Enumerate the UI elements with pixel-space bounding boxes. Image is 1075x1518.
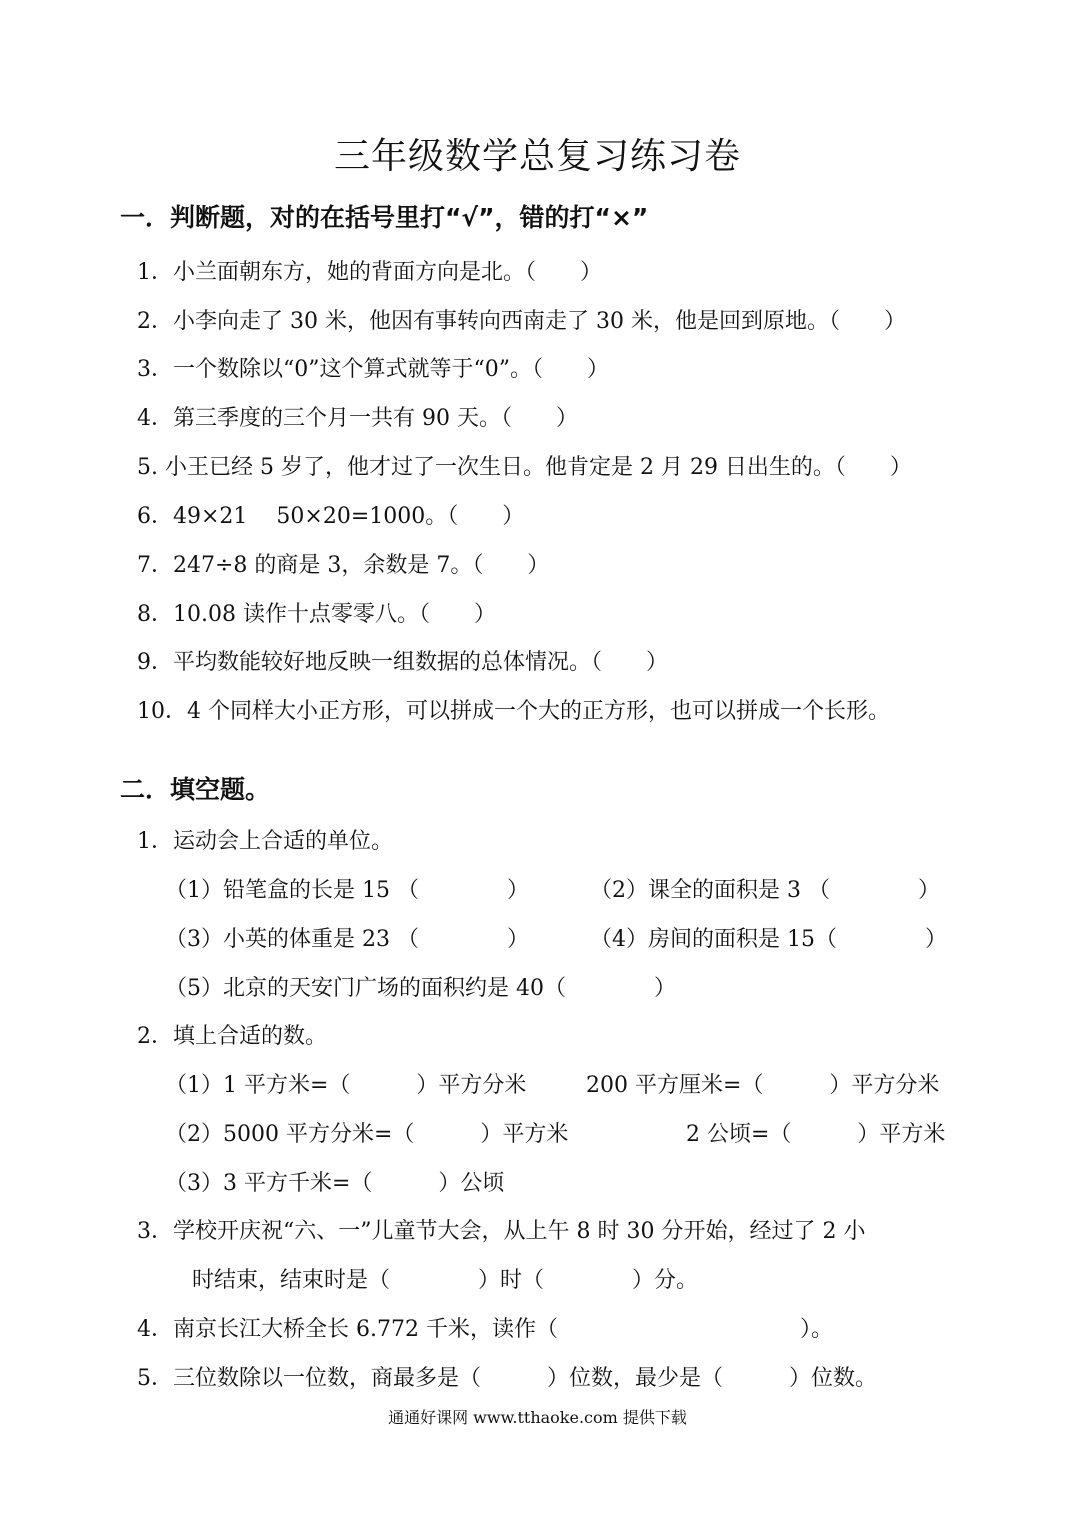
judge-item-8: 8．10.08 读作十点零零八。（ ） xyxy=(137,602,496,627)
fill-q1-part-5: （5）北京的天安门广场的面积约是 40（ ） xyxy=(165,976,676,1001)
judge-item-1: 1．小兰面朝东方，她的背面方向是北。（ ） xyxy=(137,260,602,285)
fill-q2-part-2a: （2）5000 平方分米=（ ）平方米 xyxy=(165,1122,569,1147)
judge-item-2: 2．小李向走了 30 米，他因有事转向西南走了 30 米，他是回到原地。（ ） xyxy=(137,309,906,334)
judge-item-3: 3．一个数除以“0”这个算式就等于“0”。（ ） xyxy=(137,357,609,382)
page-footer: 通通好课网 www.tthaoke.com 提供下载 xyxy=(388,1408,687,1427)
fill-question-2: 2．填上合适的数。 xyxy=(137,1024,327,1049)
fill-q2-part-1a: （1）1 平方米=（ ）平方分米 xyxy=(165,1073,527,1098)
page-title: 三年级数学总复习练习卷 xyxy=(333,136,741,177)
fill-q1-part-1: （1）铅笔盒的长是 15 （ ） xyxy=(165,878,529,903)
judge-item-7: 7．247÷8 的商是 3，余数是 7。（ ） xyxy=(137,553,550,578)
fill-question-5: 5．三位数除以一位数，商最多是（ ）位数，最少是（ ）位数。 xyxy=(137,1366,877,1391)
judge-item-5: 5. 小王已经 5 岁了，他才过了一次生日。他肯定是 2 月 29 日出生的。（ ） xyxy=(137,455,912,480)
section-2-heading: 二．填空题。 xyxy=(120,775,271,804)
fill-q1-part-2: （2）课全的面积是 3 （ ） xyxy=(590,878,940,903)
judge-item-6: 6．49×21 50×20=1000。（ ） xyxy=(137,504,525,529)
judge-item-10: 10．4 个同样大小正方形，可以拼成一个大的正方形，也可以拼成一个长形。 xyxy=(137,699,890,724)
fill-q1-part-3: （3）小英的体重是 23 （ ） xyxy=(165,927,529,952)
fill-q1-part-4: （4）房间的面积是 15（ ） xyxy=(590,927,947,952)
fill-question-4: 4．南京长江大桥全长 6.772 千米，读作（ ）。 xyxy=(137,1317,833,1342)
section-1-heading: 一．判断题，对的在括号里打“√”，错的打“×” xyxy=(120,203,649,232)
fill-question-3-line-1: 3．学校开庆祝“六、一”儿童节大会，从上午 8 时 30 分开始，经过了 2 小 xyxy=(137,1219,866,1244)
judge-item-9: 9．平均数能较好地反映一组数据的总体情况。（ ） xyxy=(137,650,668,675)
fill-q2-part-1b: 200 平方厘米=（ ）平方分米 xyxy=(586,1073,940,1098)
fill-question-1: 1．运动会上合适的单位。 xyxy=(137,829,393,854)
judge-item-4: 4．第三季度的三个月一共有 90 天。（ ） xyxy=(137,406,578,431)
fill-question-3-line-2: 时结束，结束时是（ ）时（ ）分。 xyxy=(192,1268,699,1293)
fill-q2-part-2b: 2 公顷=（ ）平方米 xyxy=(686,1122,946,1147)
fill-q2-part-3: （3）3 平方千米=（ ）公顷 xyxy=(165,1171,505,1196)
